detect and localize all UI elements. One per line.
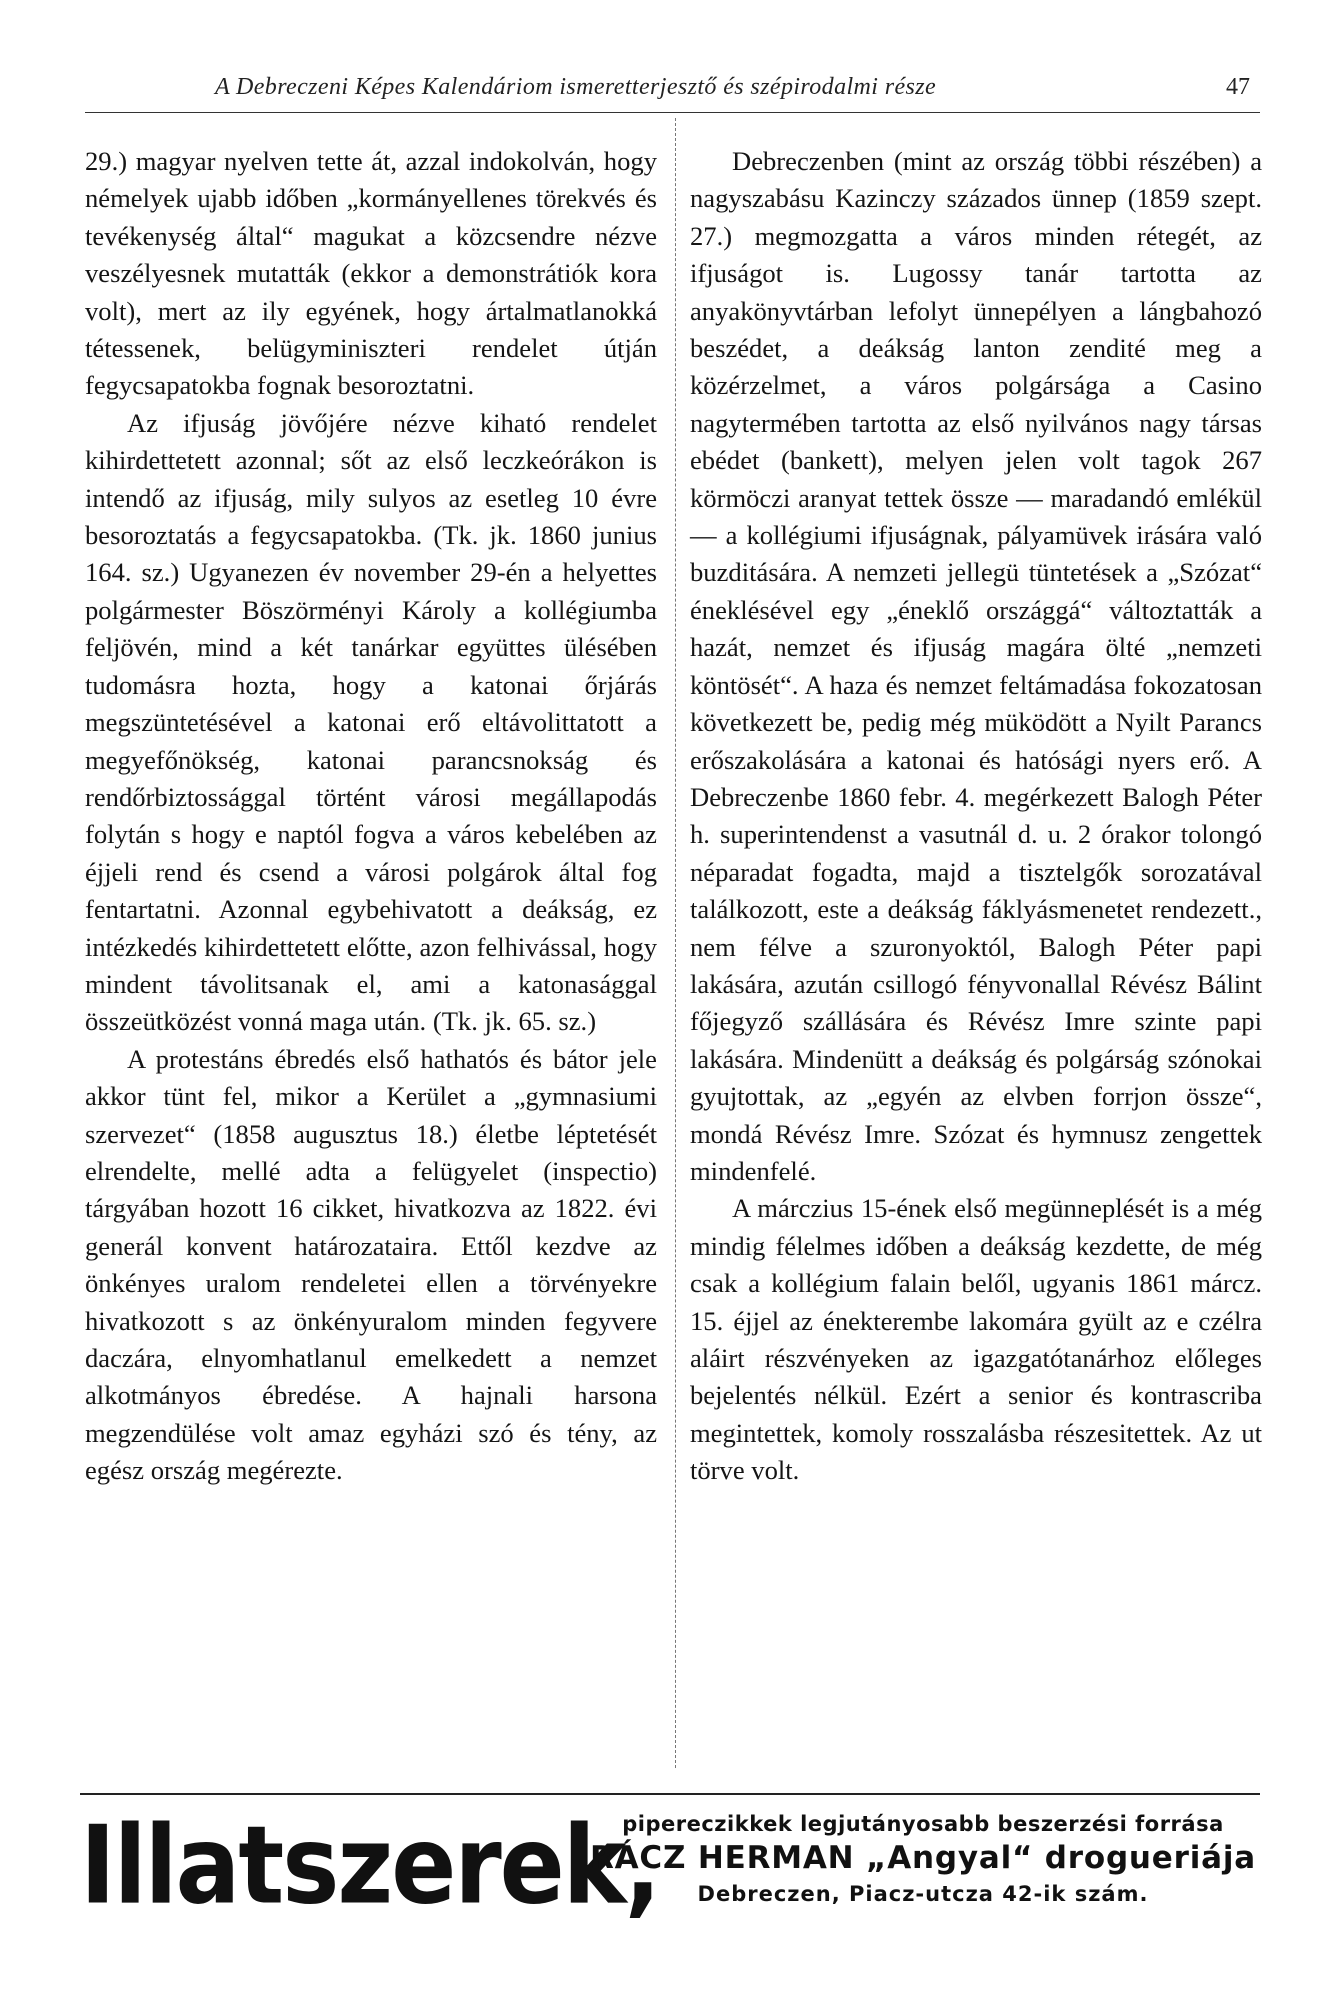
- advertisement-address: Debreczen, Piacz-utcza 42-ik szám.: [697, 1882, 1149, 1906]
- advertisement-headline: Illatszerek,: [80, 1803, 660, 1929]
- running-header: [85, 74, 1250, 110]
- running-title: A Debreczeni Képes Kalendáriom ismeretterjesztő és szépirodalmi része: [215, 74, 937, 100]
- left-column: [85, 143, 657, 1490]
- right-column: [690, 143, 1262, 1490]
- paragraph: 29.) magyar nyelven tette át, azzal indokolván, hogy némelyek ujabb időben „kormányellenes törekvés és tevékenység által“ magukat a közcsendre nézve veszélyesnek mutatták (ekkor a demonstrátiók kora volt), mert az ily egyének, hogy ártalmatlanokká tétessenek, belügyminiszteri rendelet útján fegycsapatokba fognak besoroztatni.: [85, 146, 657, 401]
- paragraph: A márczius 15-ének első megünneplését is a még mindig félelmes időben a deákság kezdette, de még csak a kollégium falain belől, ugyanis 1861 márcz. 15. éjjel az énekterembe lakomára gyült az e czélra aláirt részvényeken az igazgatótanárhoz előleges bejelentés nélkül. Ezért a senior és kontrascriba megintettek, komoly rosszalásba részesitettek. Az ut törve volt.: [690, 1193, 1262, 1486]
- advertisement-shop-name: RÁCZ HERMAN „Angyal“ drogueriája: [589, 1840, 1257, 1876]
- advertisement-tagline: pipereczikkek legjutányosabb beszerzési forrása: [622, 1812, 1224, 1836]
- advertisement-rule: [80, 1793, 1260, 1795]
- page-number: 47: [1226, 74, 1250, 100]
- paragraph: Az ifjuság jövőjére nézve kiható rendelet kihirdettetett azonnal; sőt az első leczkeórákon is intendő az ifjuság, mily sulyos az esetleg 10 évre besoroztatás a fegycsapatokba. (Tk. jk. 1860 junius 164. sz.) Ugyanezen év november 29-én a helyettes polgármester Böszörményi Károly a kollégiumba feljövén, mind a két tanárkar együttes ülésében tudomásra hozta, hogy a katonai őrjárás megszüntetésével a katonai erő eltávolittatott a megyefőnökség, katonai parancsnokság és rendőrbiztossággal történt városi megállapodás folytán s hogy e naptól fogva a város kebelében az éjjeli rend és csend a városi polgárok által fog fentartatni. Azonnal egybehivatott a deákság, ez intézkedés kihirdettetett előtte, azon felhivással, hogy mindent távolitsanak el, ami a katonasággal összeütközést vonná maga után. (Tk. jk. 65. sz.): [85, 407, 657, 1037]
- paragraph: A protestáns ébredés első hathatós és bátor jele akkor tünt fel, mikor a Kerület a „gymnasiumi szervezet“ (1858 augusztus 18.) életbe léptetését elrendelte, mellé adta a felügyelet (inspectio) tárgyában hozott 16 cikket, hivatkozva az 1822. évi generál konvent határozataira. Ettől kezdve az önkényes uralom rendeletei ellen a törvényekre hivatkozott s az önkényuralom minden fegyvere daczára, elnyomhatlanul emelkedett a nemzet alkotmányos ébredése. A hajnali harsona megzendülése volt amaz egyházi szó és tény, az egész ország megérezte.: [85, 1043, 657, 1486]
- paragraph: Debreczenben (mint az ország többi részében) a nagyszabásu Kazinczy százados ünnep (1859 szept. 27.) megmozgatta a város minden rétegét, az ifjuságot is. Lugossy tanár tartotta az anyakönyvtárban lefolyt ünnepélyen a lángbahozó beszédet, a deákság lanton zendité meg a közérzelmet, a város polgársága a Casino nagytermében tartotta az első nyilvános nagy társas ebédet (bankett), melyen jelen volt tagok 267 körmöczi aranyat tettek össze — maradandó emlékül — a kollégiumi ifjuságnak, pályamüvek irására való buzditására. A nemzeti jellegü tüntetések a „Szózat“ éneklésével egy „éneklő országgá“ változtatták a hazát, nemzet és ifjuság magára ölté „nemzeti köntösét“. A haza és nemzet feltámadása fokozatosan következett be, pedig még müködött a Nyilt Parancs erőszakolására a katonai és hatósági nyers erő. A Debreczenbe 1860 febr. 4. megérkezett Balogh Péter h. superintendenst a vasutnál d. u. 2 órakor tolongó néparadat fogadta, majd a tisztelgők sorozatával találkozott, este a deákság fáklyásmenetet rendezett., nem félve a szuronyoktól, Balogh Péter papi lakására, azután csillogó fényvonallal Révész Bálint főjegyző szállására és Révész Imre szinte papi lakására. Mindenütt a deákság és polgárság szónokai gyujtottak, az „egyén az elvben forrjon össze“, mondá Révész Imre. Szózat és hymnusz zengettek mindenfelé.: [690, 146, 1262, 1186]
- advertisement-details: [578, 1812, 1268, 1906]
- header-rule: [85, 112, 1260, 113]
- column-divider: [675, 118, 676, 1768]
